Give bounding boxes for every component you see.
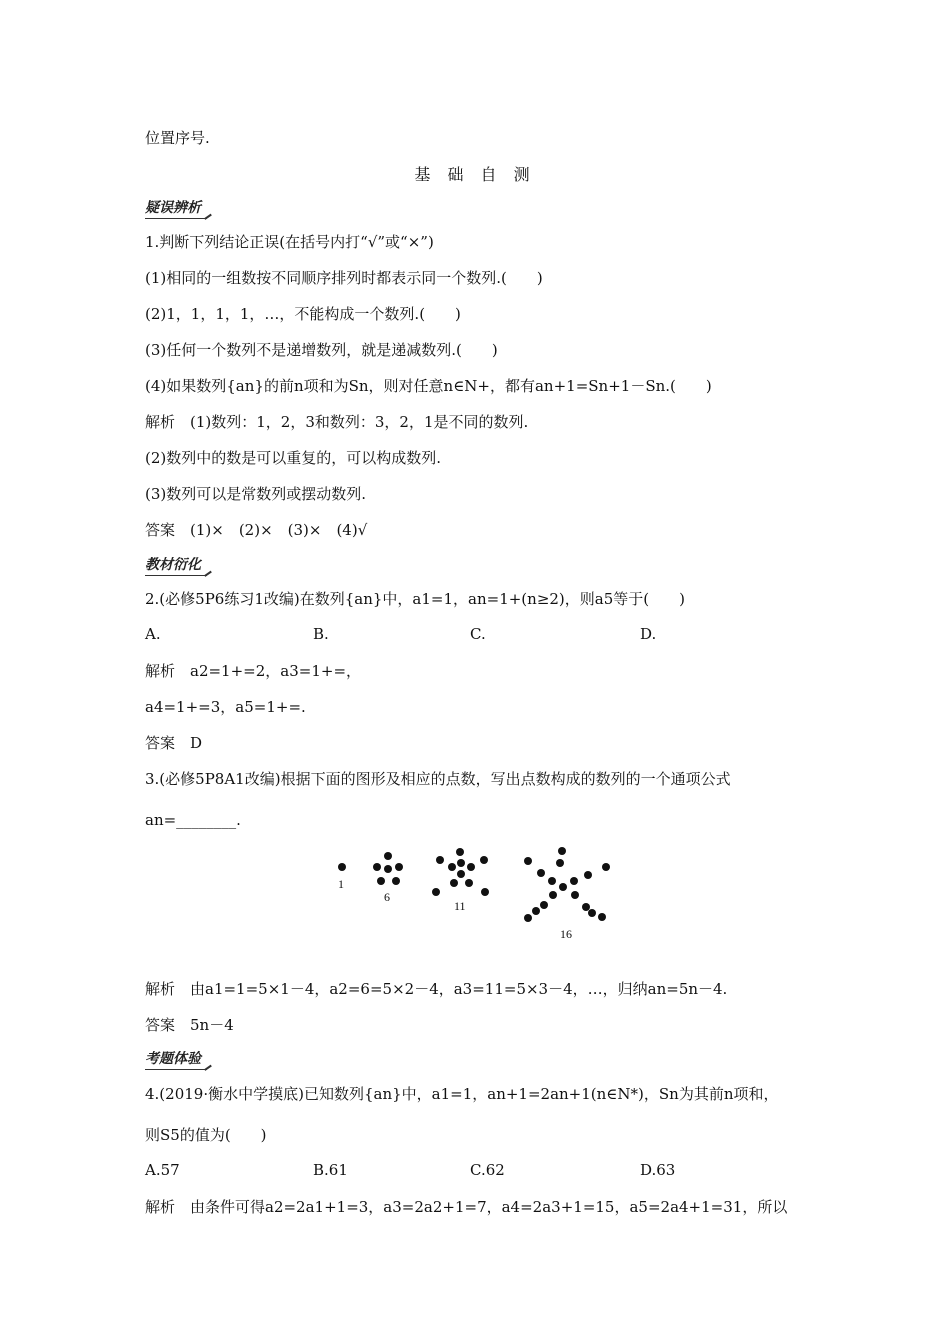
q4-analysis: 解析 由条件可得a2=2a1+1=3，a3=2a2+1=7，a4=2a3+1=15，a5=2a4+1=31，所以 — [145, 1198, 788, 1216]
q3-answer: 答案 5n－4 — [145, 1016, 234, 1034]
q3-analysis: 解析 由a1=1=5×1－4，a2=6=5×2－4，a3=11=5×3－4，…，归纳an=5n－4. — [145, 980, 728, 998]
q3-blank: an=________. — [145, 811, 241, 829]
figure-label-6: 6 — [384, 890, 390, 904]
q2-option-c: C. — [470, 625, 486, 643]
q1-stem: 1.判断下列结论正误(在括号内打“√”或“×”) — [145, 233, 434, 251]
q2-option-a: A. — [145, 625, 161, 643]
q1-analysis-3: (3)数列可以是常数列或摆动数列. — [145, 485, 367, 503]
q4-stem-1: 4.(2019·衡水中学摸底)已知数列{an}中，a1=1，an+1=2an+1(n∈N*)，Sn为其前n项和， — [145, 1085, 779, 1103]
q2-stem: 2.(必修5P6练习1改编)在数列{an}中，a1=1，an=1+(n≥2)，则a5等于( ) — [145, 590, 685, 608]
lead-text: 位置序号. — [145, 129, 210, 147]
q1-analysis-2: (2)数列中的数是可以重复的，可以构成数列. — [145, 449, 442, 467]
q1-analysis-1: 解析 (1)数列：1，2，3和数列：3，2，1是不同的数列. — [145, 413, 529, 431]
figure-label-11: 11 — [454, 899, 466, 913]
q1-statement-4: (4)如果数列{an}的前n项和为Sn，则对任意n∈N+，都有an+1=Sn+1－Sn.( ) — [145, 377, 712, 395]
q1-statement-3: (3)任何一个数列不是递增数列，就是递减数列.( ) — [145, 341, 498, 359]
tag-exam: 考题体验 — [145, 1048, 207, 1070]
q4-option-a: A.57 — [145, 1161, 180, 1179]
q2-option-d: D. — [640, 625, 657, 643]
q4-option-d: D.63 — [640, 1161, 676, 1179]
q2-answer: 答案 D — [145, 734, 203, 752]
q1-statement-2: (2)1，1，1，1，…，不能构成一个数列.( ) — [145, 305, 461, 323]
q4-option-c: C.62 — [470, 1161, 505, 1179]
figure-label-1: 1 — [338, 877, 344, 891]
dot-pattern-figure — [330, 845, 620, 945]
q2-analysis-2: a4=1+=3，a5=1+=. — [145, 698, 306, 716]
q1-answer: 答案 (1)× (2)× (3)× (4)√ — [145, 521, 368, 539]
tag-textbook: 教材衍化 — [145, 554, 207, 576]
figure-label-16: 16 — [560, 927, 572, 941]
q2-option-b: B. — [313, 625, 329, 643]
q1-statement-1: (1)相同的一组数按不同顺序排列时都表示同一个数列.( ) — [145, 269, 543, 287]
q2-analysis-1: 解析 a2=1+=2，a3=1+=， — [145, 662, 362, 680]
q4-stem-2: 则S5的值为( ) — [145, 1126, 267, 1144]
q4-option-b: B.61 — [313, 1161, 348, 1179]
q3-stem: 3.(必修5P8A1改编)根据下面的图形及相应的点数，写出点数构成的数列的一个通项公式 — [145, 770, 731, 788]
tag-misconception: 疑误辨析 — [145, 197, 207, 219]
section-title: 基 础 自 测 — [414, 165, 536, 184]
